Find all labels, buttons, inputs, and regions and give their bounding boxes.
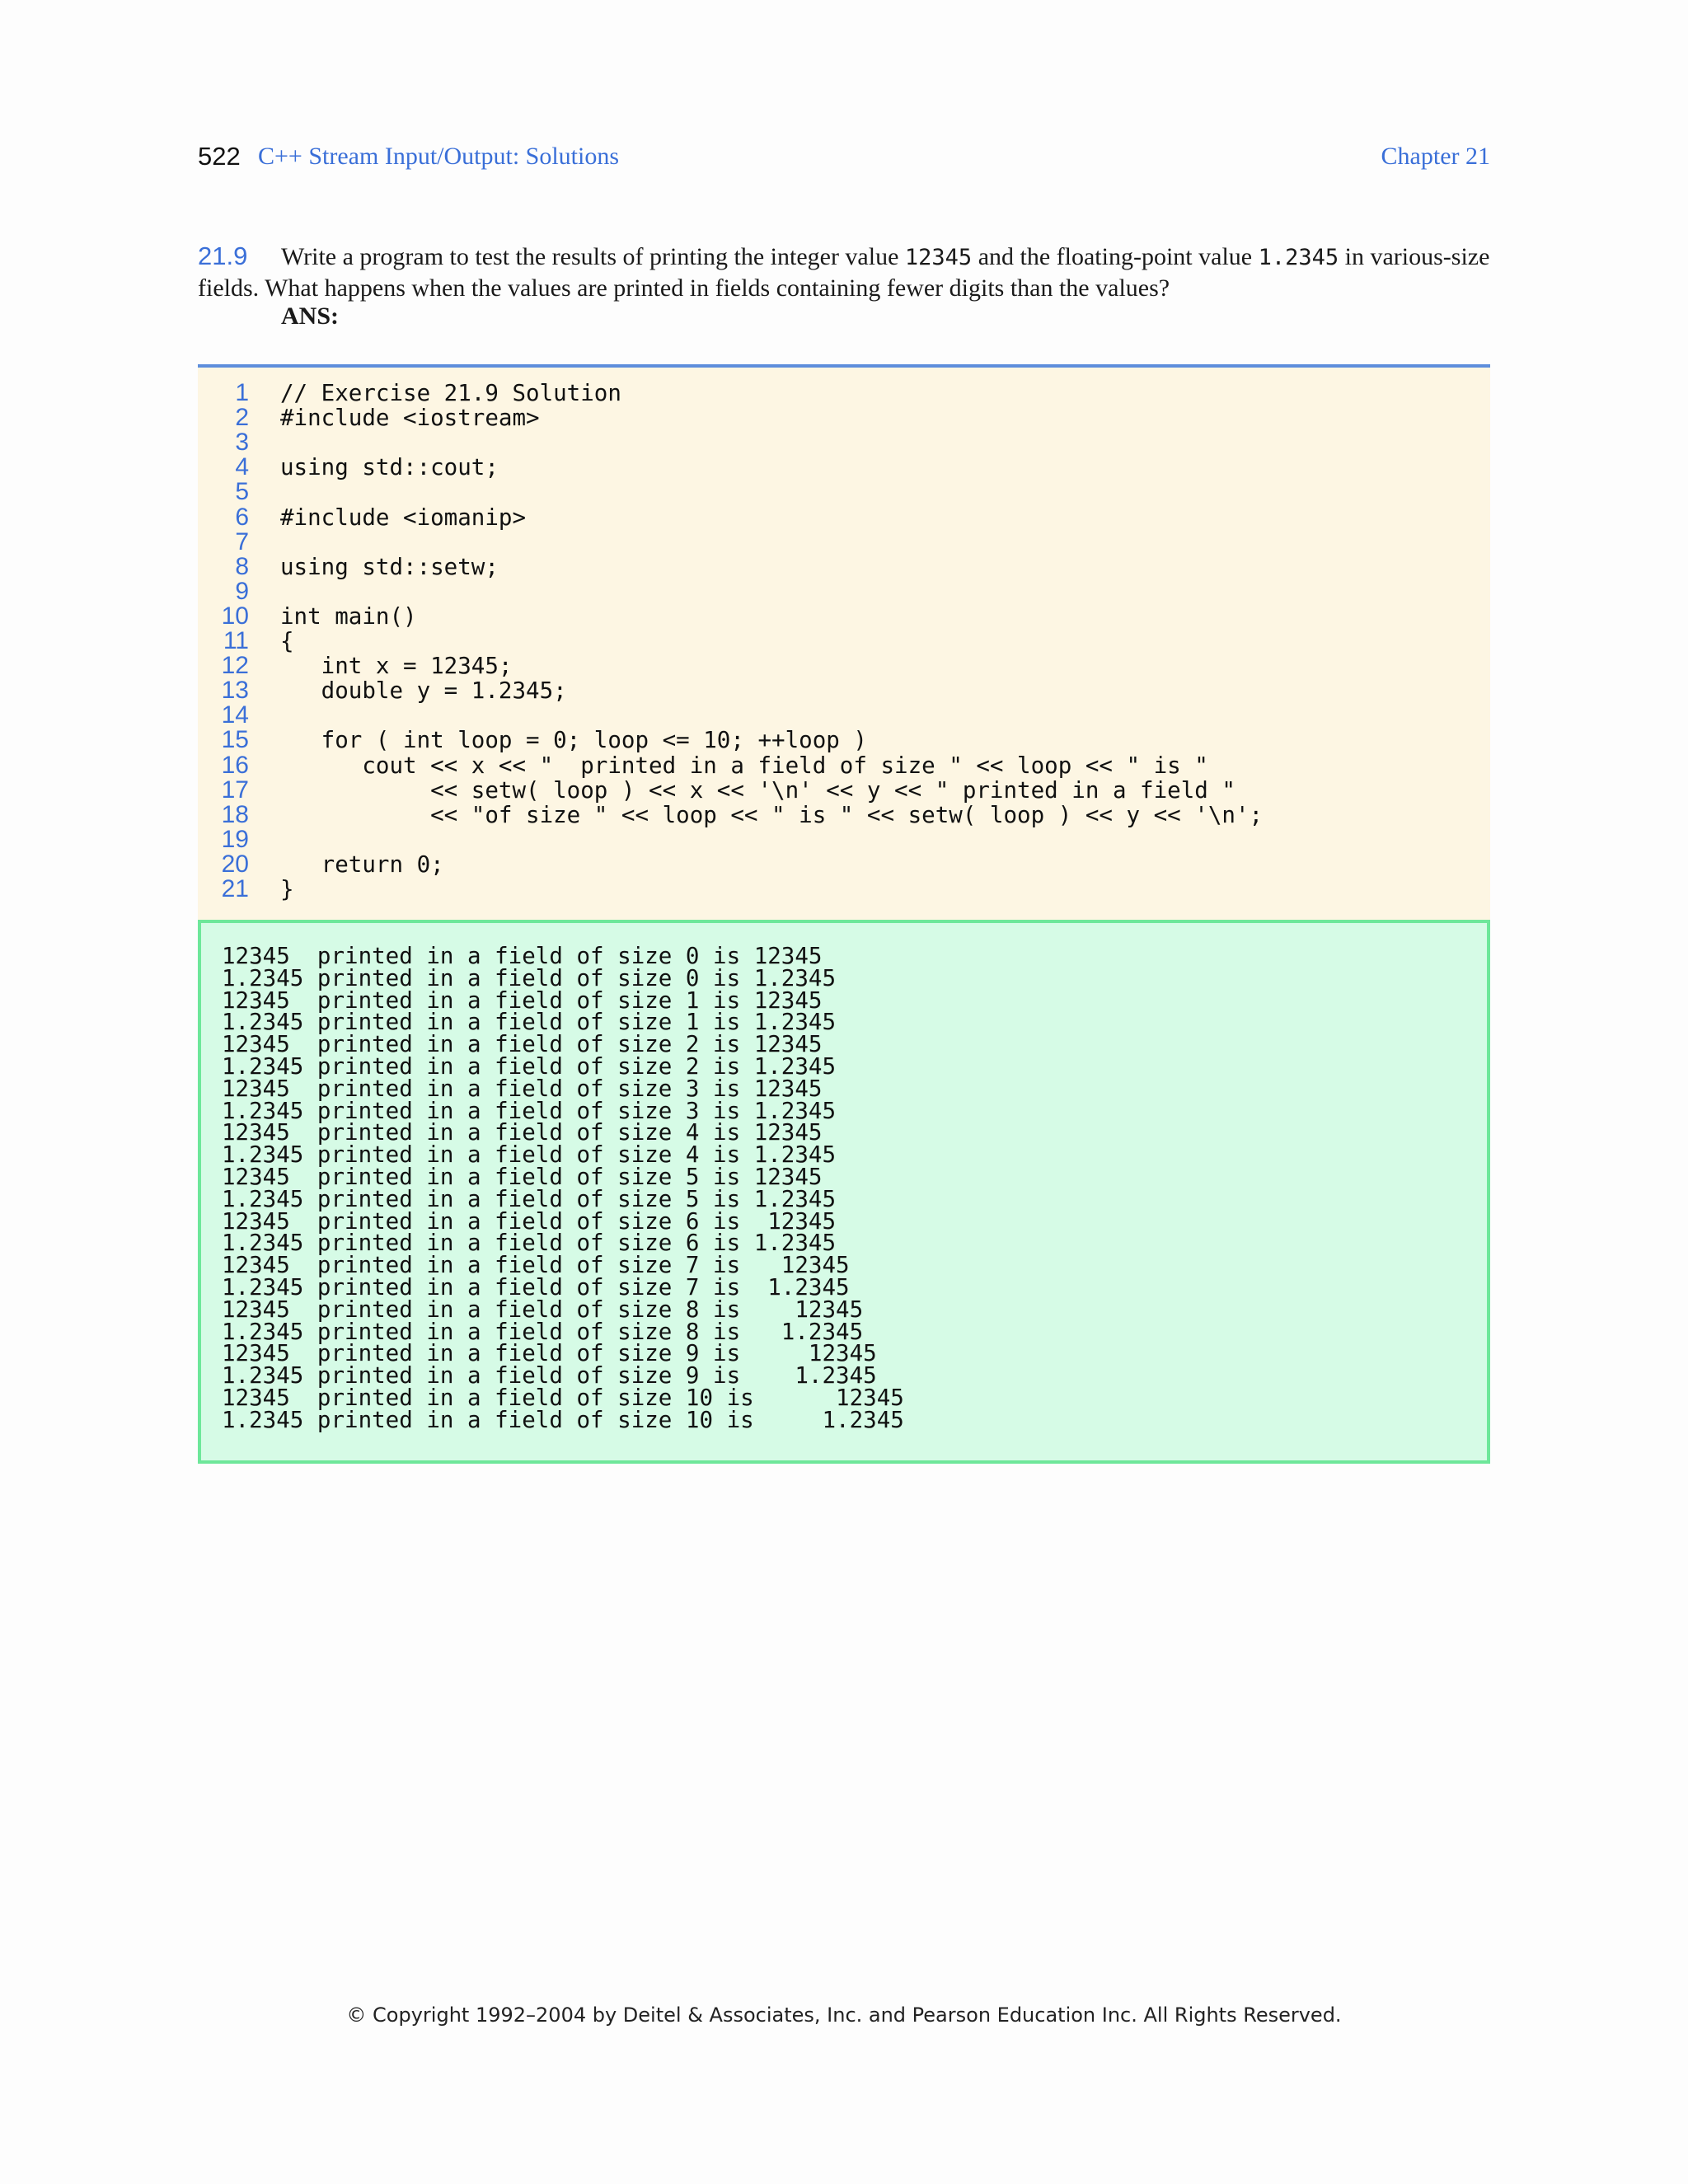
output-line: 1.2345 printed in a field of size 9 is 1.2345	[222, 1362, 877, 1390]
output-line: 12345 printed in a field of size 0 is 12345	[222, 943, 823, 969]
exercise-int-value: 12345	[904, 245, 973, 270]
exercise-number: 21.9	[198, 241, 248, 270]
code-text: using std::setw;	[280, 553, 499, 580]
page-number: 522	[198, 142, 241, 171]
code-text: int main()	[280, 602, 417, 630]
line-number: 19	[221, 825, 249, 853]
output-line: 1.2345 printed in a field of size 8 is 1.2345	[222, 1318, 864, 1345]
output-line: 1.2345 printed in a field of size 5 is 1.2345	[222, 1185, 837, 1212]
answer-label: ANS:	[281, 302, 340, 330]
code-text: {	[280, 628, 294, 654]
line-number: 5	[235, 478, 249, 506]
code-text: int x = 12345;	[280, 653, 513, 680]
output-line: 1.2345 printed in a field of size 10 is 1.2345	[222, 1406, 904, 1433]
line-number: 11	[223, 627, 249, 654]
output-line: 1.2345 printed in a field of size 4 is 1.2345	[222, 1141, 837, 1169]
line-number: 8	[235, 552, 249, 580]
output-line: 1.2345 printed in a field of size 0 is 1.2345	[222, 964, 837, 991]
output-line: 1.2345 printed in a field of size 2 is 1.2345	[222, 1053, 837, 1080]
output-line: 1.2345 printed in a field of size 6 is 1.2345	[222, 1230, 837, 1257]
output-line: 1.2345 printed in a field of size 3 is 1.2345	[222, 1097, 837, 1124]
line-number: 6	[235, 503, 249, 531]
code-text: }	[280, 876, 294, 902]
code-listing	[198, 364, 1490, 920]
line-number: 14	[221, 701, 249, 729]
chapter-label: Chapter 21	[1381, 143, 1490, 170]
code-text: return 0;	[280, 851, 444, 878]
exercise-float-value: 1.2345	[1258, 245, 1339, 270]
code-text: // Exercise 21.9 Solution	[280, 380, 621, 406]
output-line: 12345 printed in a field of size 8 is 12345	[222, 1296, 864, 1323]
output-line: 12345 printed in a field of size 4 is 12345	[222, 1119, 823, 1146]
line-number: 1	[235, 379, 249, 406]
line-number: 13	[221, 677, 249, 705]
code-text: #include <iomanip>	[280, 504, 527, 531]
line-number: 2	[235, 404, 249, 432]
output-line: 12345 printed in a field of size 10 is 12345	[222, 1385, 904, 1411]
line-number: 4	[235, 453, 249, 481]
line-number: 20	[221, 850, 249, 878]
copyright-footer: © Copyright 1992–2004 by Deitel & Associates, Inc. and Pearson Education Inc. All Rights Reserved.	[346, 2004, 1342, 2027]
output-line: 12345 printed in a field of size 5 is 12345	[222, 1164, 823, 1190]
line-number: 16	[221, 751, 249, 779]
line-number: 7	[235, 527, 249, 555]
output-line: 12345 printed in a field of size 3 is 12345	[222, 1075, 823, 1102]
running-title: C++ Stream Input/Output: Solutions	[258, 143, 620, 170]
line-number: 21	[221, 875, 249, 902]
program-output	[198, 920, 1490, 1464]
line-number: 12	[221, 652, 249, 680]
exercise-text-2: and the floating-point value	[972, 243, 1259, 270]
code-text: << "of size " << loop << " is " << setw( loop ) << y << '\n';	[280, 801, 1264, 828]
code-text: << setw( loop ) << x << '\n' << y << " printed in a field "	[280, 776, 1236, 804]
output-line: 12345 printed in a field of size 1 is 12345	[222, 987, 823, 1014]
code-text: double y = 1.2345;	[280, 677, 567, 705]
exercise-text-1: Write a program to test the results of printing the integer value	[281, 243, 905, 270]
output-line: 12345 printed in a field of size 9 is 12345	[222, 1340, 877, 1367]
output-line: 1.2345 printed in a field of size 1 is 1.2345	[222, 1009, 837, 1036]
output-line: 1.2345 printed in a field of size 7 is 1.2345	[222, 1274, 850, 1301]
code-text: #include <iostream>	[280, 405, 540, 432]
output-line: 12345 printed in a field of size 2 is 12345	[222, 1031, 823, 1058]
line-number: 17	[221, 776, 249, 804]
line-number: 10	[221, 602, 249, 630]
output-line: 12345 printed in a field of size 7 is 12345	[222, 1252, 850, 1279]
code-text: for ( int loop = 0; loop <= 10; ++loop )	[280, 727, 867, 754]
line-number: 9	[235, 577, 249, 605]
output-line: 12345 printed in a field of size 6 is 12345	[222, 1207, 837, 1235]
line-number: 18	[221, 800, 249, 828]
code-text: using std::cout;	[280, 454, 499, 481]
code-text: cout << x << " printed in a field of size " << loop << " is "	[280, 752, 1208, 779]
line-number: 15	[221, 726, 249, 754]
exercise-text-3: in various-size fields. What happens when the values are printed in fields containing fewer digits than the values?	[198, 243, 1490, 302]
exercise-prompt	[198, 241, 1490, 303]
line-number: 3	[235, 429, 249, 457]
